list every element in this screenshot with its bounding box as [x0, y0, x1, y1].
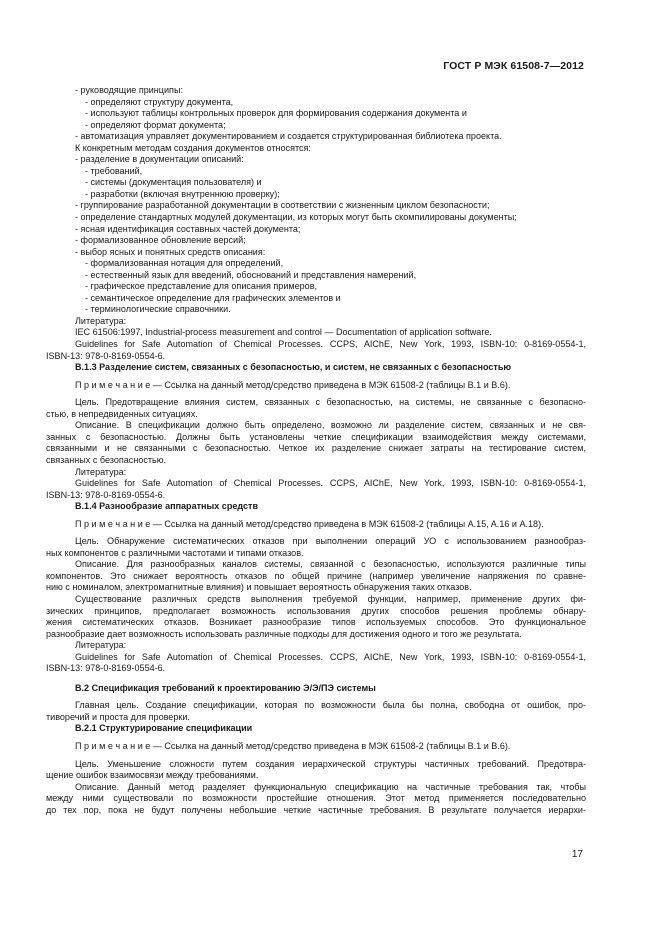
text-line: - семантическое определение для графических элементов и [85, 292, 341, 303]
text-line: - группирование разработанной документации в соответствии с жизненным циклом безопасности; [75, 200, 490, 211]
page-number: 17 [571, 849, 583, 860]
text-line: стью, в непредвиденных ситуациях. [46, 408, 198, 419]
text-line: - естественный язык для введений, обоснований и представления намерений, [85, 269, 417, 280]
text-line: Цель. Обнаружение систематических отказов при выполнении операций УО с использованием разнообраз- [75, 536, 586, 547]
text-line: - разработки (включая внутреннюю проверку); [85, 188, 280, 199]
text-line: связанными и не связанными с безопасностью. Четкое их разделение снижает затраты на тестирование систем, [46, 443, 586, 454]
text-line: Описание. Для разнообразных каналов системы, связанной с безопасностью, используются различные типы [75, 559, 586, 570]
text-line: Цель. Уменьшение сложности путем создания иерархической структуры частичных требований. Предотвра- [75, 758, 586, 769]
text-line: К конкретным методам создания документов относятся: [75, 142, 311, 153]
text-line: тиворечий и проста для проверки. [46, 711, 190, 722]
text-line: - руководящие принципы: [75, 85, 183, 95]
text-line: - терминологические справочники. [85, 304, 231, 315]
text-line: - системы (документация пользователя) и [85, 177, 262, 188]
text-line: П р и м е ч а н и е — Ссылка на данный метод/средство приведена в МЭК 61508-2 (таблицы B.1 и B.6). [75, 379, 511, 390]
text-line: ISBN-13: 978-0-8169-0554-6. [46, 489, 166, 500]
text-line: нию с номиналом, электромагнитные влияния) и повышает вероятность обнаружения таких отказов. [46, 582, 472, 593]
text-line: Литература: [75, 315, 127, 326]
text-line: между ними существовали по возможности простейшие отношения. Этот метод применяется последовательно [46, 793, 586, 804]
text-line: Описание. В спецификации должно быть определено, возможно ли разделение систем, связанных и не свя- [75, 420, 586, 431]
text-line: B.2 Спецификация требований к проектированию Э/Э/ПЭ системы [75, 682, 376, 693]
text-line: П р и м е ч а н и е — Ссылка на данный метод/средство приведена в МЭК 61508-2 (таблицы B.1 и B.6). [75, 740, 511, 751]
text-line: жения систематических отказов. Возникает разнообразие типов используемых способов. Это функциональное [46, 617, 586, 628]
text-line: - определяют формат документа; [85, 119, 226, 130]
document-header: ГОСТ Р МЭК 61508-7—2012 [443, 60, 584, 72]
text-line: щение ошибок взаимосвязи между требованиями. [46, 770, 259, 781]
text-line: - выбор ясных и понятных средств описания: [75, 246, 266, 257]
text-line: Главная цель. Создание спецификации, которая по возможности была бы полна, свободна от ошибок, про- [75, 700, 586, 711]
text-line: до тех пор, пока не будут получены небольшие четкие частичные требования. В результате получается иерархи- [46, 804, 586, 815]
text-line: Guidelines for Safe Automation of Chemical Processes. CCPS, AIChE, New York, 1993, ISBN-10: 0-8169-0554-1, [75, 651, 586, 662]
text-line: - графическое представление для описания примеров, [85, 281, 318, 292]
text-line: Описание. Данный метод разделяет функциональную спецификацию на частичные требования так, чтобы [75, 781, 586, 792]
text-line: IEC 61506:1997, Industrial-process measurement and control — Documentation of application software. [75, 327, 492, 338]
text-line: Guidelines for Safe Automation of Chemical Processes. CCPS, AIChE, New York, 1993, ISBN-10: 0-8169-0554-1, [75, 478, 586, 489]
text-line: Guidelines for Safe Automation of Chemical Processes. CCPS, AIChE, New York, 1993, ISBN-10: 0-8169-0554-1, [75, 339, 586, 350]
text-line: B.1.3 Разделение систем, связанных с безопасностью, и систем, не связанных с безопасностью [75, 362, 512, 373]
text-line: - используют таблицы контрольных проверок для формирования содержания документа и [85, 108, 467, 119]
text-line: ISBN-13: 978-0-8169-0554-6. [46, 350, 166, 361]
text-line: занных с безопасностью. Должны быть установлены четкие спецификации взаимодействия между системами, [46, 431, 586, 442]
text-line: зических принципов, предполагает возможность использования других способов решения проблемы обнару- [46, 605, 586, 616]
text-line: Литература: [75, 466, 127, 477]
text-line: ISBN-13: 978-0-8169-0554-6. [46, 663, 166, 674]
text-line: ных компонентов с различными частотами и типами отказов. [46, 547, 304, 558]
text-line: - разделение в документации описаний: [75, 154, 244, 165]
text-line: Литература: [75, 640, 127, 651]
text-line: Существование различных средств выполнения требуемой функции, например, применение других фи- [75, 593, 586, 604]
text-line: - формализованная нотация для определений, [85, 258, 284, 269]
document-body [46, 85, 586, 816]
text-line: - определение стандартных модулей документации, из которых могут быть скомпилированы документы; [75, 212, 517, 223]
text-line: - формализованное обновление версий; [75, 235, 246, 246]
text-line: B.1.4 Разнообразие аппаратных средств [75, 501, 259, 512]
text-line: компонентов. Это снижает вероятность отказов по общей причине (например увеличение напряжения по сравне- [46, 570, 586, 581]
text-line: - требований, [85, 165, 143, 176]
text-line: разнообразие дает возможность использовать различные подходы для достижения одного и того же результата. [46, 628, 522, 639]
text-line: - ясная идентификация составных частей документа; [75, 223, 301, 234]
text-line: - определяют структуру документа, [85, 96, 234, 107]
text-line: - автоматизация управляет документированием и создается структурированная библиотека проекта. [75, 131, 502, 142]
text-line: B.2.1 Структурирование спецификации [75, 723, 253, 734]
text-line: П р и м е ч а н и е — Ссылка на данный метод/средство приведена в МЭК 61508-2 (таблицы A.15, A.16 и A.18). [75, 518, 544, 529]
text-line: Цель. Предотвращение влияния систем, связанных с безопасностью, на системы, не связанные с безопасно- [75, 397, 586, 408]
text-line: связанных с безопасностью. [46, 454, 167, 465]
